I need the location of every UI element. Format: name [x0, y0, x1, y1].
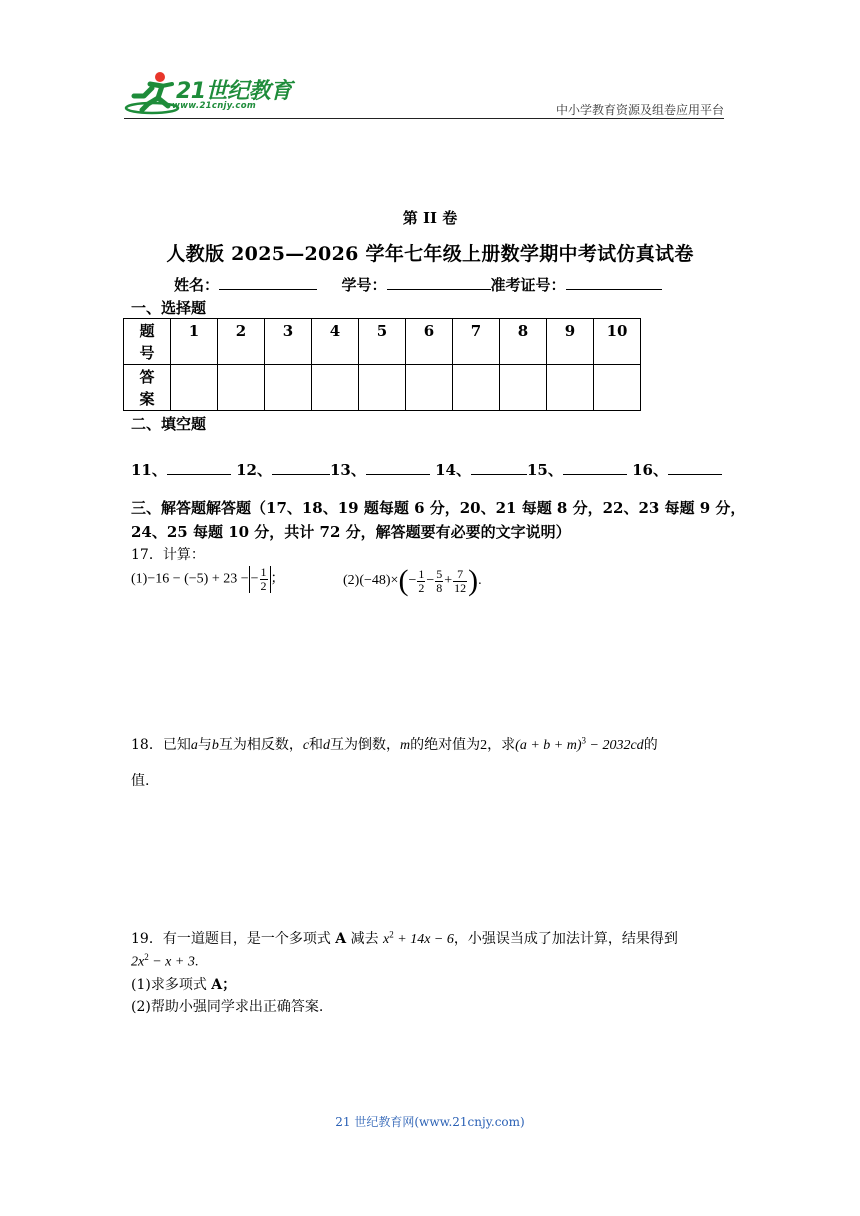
header-divider [124, 118, 724, 119]
fraction [260, 566, 268, 593]
question-text: 互为倒数， [330, 737, 401, 753]
student-info-line [174, 274, 662, 295]
logo-url: www.21cnjy.com [172, 101, 256, 111]
student-id-field[interactable] [387, 274, 491, 290]
answer-cell[interactable] [453, 365, 500, 411]
question-text: ，小强误当成了加法计算，结果得到 [453, 931, 678, 947]
name-label: 姓名： [174, 276, 220, 294]
expression-text: (−48)× [359, 573, 399, 589]
variable: a [190, 738, 198, 753]
exponent: 2 [144, 952, 149, 962]
row-header-char: 答 [139, 367, 155, 386]
expression-text: . [478, 573, 482, 589]
table-row-answers [124, 365, 641, 411]
logo-wordmark: 21世纪教育 [176, 79, 292, 104]
student-id-label: 学号： [341, 276, 387, 294]
question-number-cell: 6 [406, 319, 453, 365]
operator: − [426, 573, 435, 589]
fill-blank[interactable] [471, 460, 527, 475]
exponent: 3 [581, 735, 587, 746]
fill-blank[interactable] [366, 460, 430, 475]
question-text: 与 [197, 737, 212, 753]
question-19-sub1 [131, 974, 236, 994]
variable: c [302, 738, 310, 753]
exponent: 2 [389, 929, 394, 940]
close-paren: ) [468, 564, 479, 597]
question-number-cell: 4 [312, 319, 359, 365]
fill-blank[interactable] [167, 460, 231, 475]
polynomial-name: A [335, 931, 347, 947]
fill-item-label: 11、 [131, 461, 167, 479]
expression-text: 2x [131, 954, 145, 970]
fill-blank[interactable] [272, 460, 330, 475]
exam-number-label: 准考证号： [490, 276, 566, 294]
question-number-cell: 5 [359, 319, 406, 365]
name-field[interactable] [219, 274, 317, 290]
question-19-line2 [131, 952, 198, 971]
fill-item-label: 12、 [236, 461, 272, 479]
fill-item-label: 13、 [329, 461, 366, 479]
expression-text: + 14x − 6 [393, 932, 454, 947]
answer-cell[interactable] [265, 365, 312, 411]
absolute-value [249, 566, 271, 593]
answer-cell[interactable] [218, 365, 265, 411]
numerator: 1 [260, 565, 267, 579]
variable: b [211, 738, 219, 753]
section-choice-heading: 一、选择题 [131, 299, 207, 317]
answer-cell[interactable] [594, 365, 641, 411]
row-header-number [124, 319, 171, 365]
answer-cell[interactable] [359, 365, 406, 411]
fill-item-label: 16、 [632, 461, 668, 479]
question-18-line1 [131, 734, 658, 754]
question-17-part2 [343, 566, 482, 596]
question-text: 的绝对值为 [410, 737, 481, 753]
section-fill-heading: 二、填空题 [131, 415, 207, 433]
fill-item-label: 15、 [526, 461, 563, 479]
page-footer-link[interactable]: 21 世纪教育网(www.21cnjy.com) [335, 1115, 525, 1129]
denominator: 2 [260, 579, 267, 593]
platform-label: 中小学教育资源及组卷应用平台 [555, 103, 724, 117]
expression-text: − [250, 571, 259, 587]
question-text: 的 [643, 737, 658, 753]
question-text: ； [222, 977, 237, 993]
question-text: ，求 [487, 737, 516, 753]
answer-cell[interactable] [547, 365, 594, 411]
question-text: 互为相反数， [218, 737, 303, 753]
denominator: 12 [454, 580, 467, 595]
question-19-line1 [131, 928, 678, 948]
answer-table [123, 318, 641, 411]
open-paren: ( [398, 564, 409, 597]
answer-cell[interactable] [171, 365, 218, 411]
answer-cell[interactable] [406, 365, 453, 411]
question-number-cell: 1 [171, 319, 218, 365]
row-header-char: 题 [139, 321, 155, 340]
section-answer-heading: 三、解答题解答题（17、18、19 题每题 6 分，20、21 每题 8 分，22、23 每题 9 分，24、25 每题 10 分，共计 72 分，解答题要有必要的文字说明） [131, 499, 746, 541]
question-number-cell: 3 [265, 319, 312, 365]
part-label: (1) [131, 571, 148, 587]
row-header-answer [124, 365, 171, 411]
question-text: 19．有一道题目，是一个多项式 [131, 931, 336, 947]
operator: + [444, 573, 453, 589]
exam-number-field[interactable] [566, 274, 662, 290]
expression-text: . [194, 954, 199, 970]
fraction [417, 568, 425, 595]
question-17-part1 [131, 566, 285, 593]
question-number-cell: 8 [500, 319, 547, 365]
row-header-char: 案 [139, 389, 155, 408]
fraction [435, 568, 443, 595]
variable: d [323, 738, 331, 753]
question-number-cell: 2 [218, 319, 265, 365]
expression [515, 735, 644, 753]
expression-text: − 2032cd [586, 738, 644, 753]
part-label: (2) [343, 573, 360, 589]
fill-blank[interactable] [668, 460, 722, 475]
table-row-numbers [124, 319, 641, 365]
answer-cell[interactable] [500, 365, 547, 411]
denominator: 2 [418, 580, 425, 595]
denominator: 8 [436, 580, 443, 595]
question-text: 减去 [346, 931, 384, 947]
volume-label: 第 II 卷 [402, 209, 458, 227]
question-18-line2: 值. [131, 773, 150, 789]
polynomial-expression [383, 929, 454, 947]
question-number-cell: 10 [594, 319, 641, 365]
fill-in-blank-line [131, 459, 722, 480]
question-19-sub2: (2)帮助小强同学求出正确答案. [131, 999, 324, 1015]
answer-cell[interactable] [312, 365, 359, 411]
question-number-cell: 7 [453, 319, 500, 365]
numerator: 5 [436, 566, 443, 581]
expression-text: ； [270, 571, 285, 587]
question-17-stem: 17．计算： [131, 547, 205, 563]
number: 2 [480, 738, 488, 753]
fraction [453, 568, 467, 595]
operator: − [408, 573, 417, 589]
row-header-char: 号 [139, 343, 155, 362]
question-text: (1)求多项式 [131, 977, 212, 993]
fill-item-label: 14、 [435, 461, 471, 479]
expression-text: (a + b + m) [515, 738, 582, 753]
expression-text: − x + 3 [148, 954, 195, 970]
numerator: 7 [453, 568, 467, 582]
expression-text: x [383, 932, 390, 947]
question-text: 和 [309, 737, 324, 753]
numerator: 1 [418, 566, 425, 581]
question-text: 18．已知 [131, 737, 191, 753]
variable: m [400, 738, 411, 753]
expression-text: −16 − (−5) + 23 − [147, 571, 249, 587]
fill-blank[interactable] [563, 460, 627, 475]
page-title: 人教版 2025—2026 学年七年级上册数学期中考试仿真试卷 [166, 243, 694, 265]
question-number-cell: 9 [547, 319, 594, 365]
polynomial-name: A [211, 977, 223, 993]
